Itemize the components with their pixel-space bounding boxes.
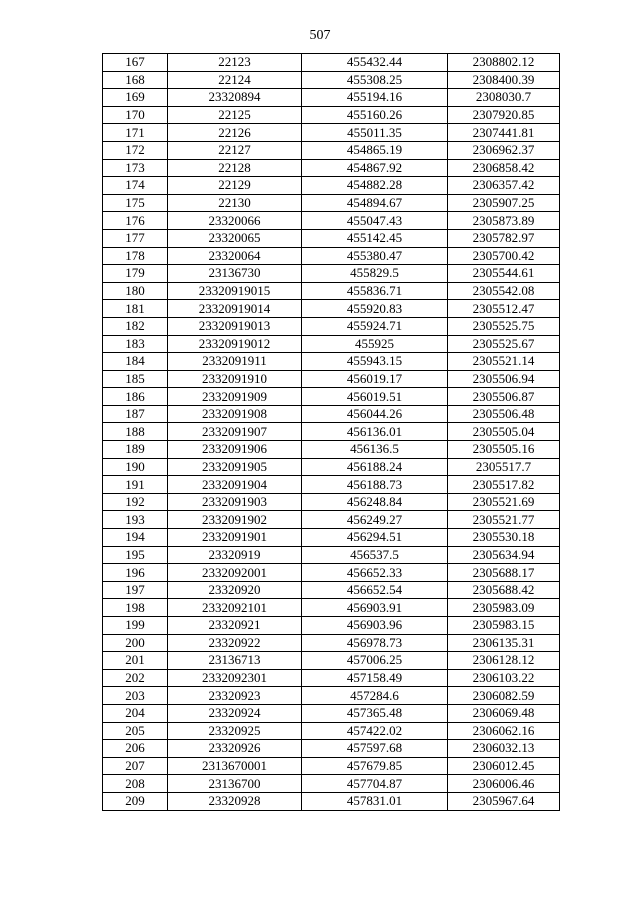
row-index-cell: 172: [103, 141, 168, 159]
x-coordinate-cell: 456019.17: [302, 370, 448, 388]
table-row: [103, 458, 560, 476]
y-coordinate-cell: 2306012.45: [448, 757, 560, 775]
point-id-cell: 23320919015: [168, 282, 302, 300]
x-coordinate-cell: 456652.54: [302, 581, 448, 599]
table-row: [103, 423, 560, 441]
y-coordinate-cell: 2305542.08: [448, 282, 560, 300]
y-coordinate-cell: 2306062.16: [448, 722, 560, 740]
row-index-cell: 177: [103, 229, 168, 247]
x-coordinate-cell: 457284.6: [302, 687, 448, 705]
x-coordinate-cell: 456044.26: [302, 405, 448, 423]
point-id-cell: 23320920: [168, 581, 302, 599]
point-id-cell: 2332091910: [168, 370, 302, 388]
point-id-cell: 2332092301: [168, 669, 302, 687]
x-coordinate-cell: 457365.48: [302, 704, 448, 722]
table-row: [103, 740, 560, 758]
table-row: [103, 704, 560, 722]
row-index-cell: 197: [103, 581, 168, 599]
point-id-cell: 23320894: [168, 89, 302, 107]
y-coordinate-cell: 2305688.42: [448, 581, 560, 599]
x-coordinate-cell: 455925: [302, 335, 448, 353]
row-index-cell: 187: [103, 405, 168, 423]
row-index-cell: 173: [103, 159, 168, 177]
y-coordinate-cell: 2306357.42: [448, 177, 560, 195]
table-row: [103, 353, 560, 371]
row-index-cell: 201: [103, 652, 168, 670]
y-coordinate-cell: 2306103.22: [448, 669, 560, 687]
table-row: [103, 317, 560, 335]
row-index-cell: 189: [103, 441, 168, 459]
table-row: [103, 564, 560, 582]
x-coordinate-cell: 456019.51: [302, 388, 448, 406]
x-coordinate-cell: 456136.5: [302, 441, 448, 459]
table-row: [103, 792, 560, 810]
x-coordinate-cell: 455432.44: [302, 54, 448, 72]
x-coordinate-cell: 454867.92: [302, 159, 448, 177]
table-row: [103, 405, 560, 423]
row-index-cell: 204: [103, 704, 168, 722]
y-coordinate-cell: 2305521.14: [448, 353, 560, 371]
table-row: [103, 581, 560, 599]
x-coordinate-cell: 454865.19: [302, 141, 448, 159]
x-coordinate-cell: 456188.24: [302, 458, 448, 476]
x-coordinate-cell: 455308.25: [302, 71, 448, 89]
x-coordinate-cell: 457422.02: [302, 722, 448, 740]
point-id-cell: 23320921: [168, 617, 302, 635]
point-id-cell: 22123: [168, 54, 302, 72]
x-coordinate-cell: 455194.16: [302, 89, 448, 107]
y-coordinate-cell: 2305517.82: [448, 476, 560, 494]
point-id-cell: 2332091903: [168, 493, 302, 511]
point-id-cell: 2313670001: [168, 757, 302, 775]
y-coordinate-cell: 2307920.85: [448, 106, 560, 124]
row-index-cell: 198: [103, 599, 168, 617]
point-id-cell: 23320926: [168, 740, 302, 758]
x-coordinate-cell: 457704.87: [302, 775, 448, 793]
point-id-cell: 2332091909: [168, 388, 302, 406]
x-coordinate-cell: 457831.01: [302, 792, 448, 810]
point-id-cell: 22127: [168, 141, 302, 159]
x-coordinate-cell: 455829.5: [302, 265, 448, 283]
row-index-cell: 202: [103, 669, 168, 687]
row-index-cell: 171: [103, 124, 168, 142]
row-index-cell: 205: [103, 722, 168, 740]
y-coordinate-cell: 2305967.64: [448, 792, 560, 810]
row-index-cell: 182: [103, 317, 168, 335]
point-id-cell: 2332091908: [168, 405, 302, 423]
x-coordinate-cell: 456978.73: [302, 634, 448, 652]
x-coordinate-cell: 457158.49: [302, 669, 448, 687]
row-index-cell: 180: [103, 282, 168, 300]
row-index-cell: 169: [103, 89, 168, 107]
point-id-cell: 23320922: [168, 634, 302, 652]
y-coordinate-cell: 2305873.89: [448, 212, 560, 230]
x-coordinate-cell: 456903.96: [302, 617, 448, 635]
y-coordinate-cell: 2305983.09: [448, 599, 560, 617]
x-coordinate-cell: 456249.27: [302, 511, 448, 529]
point-id-cell: 23320919013: [168, 317, 302, 335]
point-id-cell: 23136730: [168, 265, 302, 283]
table-row: [103, 722, 560, 740]
point-id-cell: 2332092101: [168, 599, 302, 617]
table-row: [103, 212, 560, 230]
y-coordinate-cell: 2305506.94: [448, 370, 560, 388]
point-id-cell: 22124: [168, 71, 302, 89]
row-index-cell: 194: [103, 529, 168, 547]
y-coordinate-cell: 2308802.12: [448, 54, 560, 72]
table-row: [103, 441, 560, 459]
x-coordinate-cell: 454882.28: [302, 177, 448, 195]
point-id-cell: 23320065: [168, 229, 302, 247]
table-row: [103, 247, 560, 265]
row-index-cell: 191: [103, 476, 168, 494]
y-coordinate-cell: 2305544.61: [448, 265, 560, 283]
table-row: [103, 775, 560, 793]
table-row: [103, 529, 560, 547]
table-row: [103, 159, 560, 177]
point-id-cell: 22129: [168, 177, 302, 195]
y-coordinate-cell: 2306006.46: [448, 775, 560, 793]
coordinates-table: [102, 53, 560, 811]
point-id-cell: 22128: [168, 159, 302, 177]
y-coordinate-cell: 2306962.37: [448, 141, 560, 159]
y-coordinate-cell: 2308030.7: [448, 89, 560, 107]
row-index-cell: 168: [103, 71, 168, 89]
row-index-cell: 200: [103, 634, 168, 652]
x-coordinate-cell: 456294.51: [302, 529, 448, 547]
table-row: [103, 124, 560, 142]
table-row: [103, 757, 560, 775]
row-index-cell: 167: [103, 54, 168, 72]
table-row: [103, 141, 560, 159]
y-coordinate-cell: 2305512.47: [448, 300, 560, 318]
y-coordinate-cell: 2306082.59: [448, 687, 560, 705]
table-row: [103, 229, 560, 247]
point-id-cell: 2332091907: [168, 423, 302, 441]
point-id-cell: 23320924: [168, 704, 302, 722]
row-index-cell: 206: [103, 740, 168, 758]
row-index-cell: 208: [103, 775, 168, 793]
point-id-cell: 2332092001: [168, 564, 302, 582]
table-row: [103, 669, 560, 687]
table-body: [103, 54, 560, 811]
page-number: 507: [309, 28, 331, 43]
x-coordinate-cell: 456248.84: [302, 493, 448, 511]
table-row: [103, 493, 560, 511]
table-row: [103, 194, 560, 212]
row-index-cell: 190: [103, 458, 168, 476]
y-coordinate-cell: 2305521.77: [448, 511, 560, 529]
row-index-cell: 184: [103, 353, 168, 371]
x-coordinate-cell: 456537.5: [302, 546, 448, 564]
row-index-cell: 203: [103, 687, 168, 705]
table-row: [103, 617, 560, 635]
y-coordinate-cell: 2306032.13: [448, 740, 560, 758]
table-row: [103, 476, 560, 494]
table-row: [103, 687, 560, 705]
y-coordinate-cell: 2308400.39: [448, 71, 560, 89]
x-coordinate-cell: 455380.47: [302, 247, 448, 265]
table-row: [103, 282, 560, 300]
row-index-cell: 181: [103, 300, 168, 318]
row-index-cell: 207: [103, 757, 168, 775]
point-id-cell: 2332091911: [168, 353, 302, 371]
row-index-cell: 175: [103, 194, 168, 212]
table-row: [103, 89, 560, 107]
y-coordinate-cell: 2305782.97: [448, 229, 560, 247]
y-coordinate-cell: 2305525.67: [448, 335, 560, 353]
x-coordinate-cell: 457597.68: [302, 740, 448, 758]
y-coordinate-cell: 2305506.48: [448, 405, 560, 423]
y-coordinate-cell: 2306135.31: [448, 634, 560, 652]
y-coordinate-cell: 2305517.7: [448, 458, 560, 476]
row-index-cell: 183: [103, 335, 168, 353]
row-index-cell: 188: [103, 423, 168, 441]
x-coordinate-cell: 456136.01: [302, 423, 448, 441]
row-index-cell: 170: [103, 106, 168, 124]
table-row: [103, 54, 560, 72]
x-coordinate-cell: 455920.83: [302, 300, 448, 318]
row-index-cell: 178: [103, 247, 168, 265]
x-coordinate-cell: 457006.25: [302, 652, 448, 670]
y-coordinate-cell: 2305521.69: [448, 493, 560, 511]
y-coordinate-cell: 2307441.81: [448, 124, 560, 142]
table-row: [103, 300, 560, 318]
table-row: [103, 177, 560, 195]
point-id-cell: 22126: [168, 124, 302, 142]
row-index-cell: 199: [103, 617, 168, 635]
table-row: [103, 106, 560, 124]
row-index-cell: 195: [103, 546, 168, 564]
point-id-cell: 22125: [168, 106, 302, 124]
x-coordinate-cell: 455836.71: [302, 282, 448, 300]
point-id-cell: 2332091906: [168, 441, 302, 459]
point-id-cell: 2332091904: [168, 476, 302, 494]
point-id-cell: 23136713: [168, 652, 302, 670]
row-index-cell: 209: [103, 792, 168, 810]
x-coordinate-cell: 455160.26: [302, 106, 448, 124]
x-coordinate-cell: 456903.91: [302, 599, 448, 617]
row-index-cell: 174: [103, 177, 168, 195]
x-coordinate-cell: 456652.33: [302, 564, 448, 582]
table-row: [103, 511, 560, 529]
y-coordinate-cell: 2306069.48: [448, 704, 560, 722]
x-coordinate-cell: 456188.73: [302, 476, 448, 494]
y-coordinate-cell: 2305530.18: [448, 529, 560, 547]
y-coordinate-cell: 2306128.12: [448, 652, 560, 670]
y-coordinate-cell: 2305688.17: [448, 564, 560, 582]
y-coordinate-cell: 2306858.42: [448, 159, 560, 177]
table-row: [103, 634, 560, 652]
x-coordinate-cell: 457679.85: [302, 757, 448, 775]
point-id-cell: 23136700: [168, 775, 302, 793]
point-id-cell: 23320066: [168, 212, 302, 230]
table-row: [103, 71, 560, 89]
row-index-cell: 196: [103, 564, 168, 582]
y-coordinate-cell: 2305983.15: [448, 617, 560, 635]
y-coordinate-cell: 2305634.94: [448, 546, 560, 564]
row-index-cell: 179: [103, 265, 168, 283]
x-coordinate-cell: 455943.15: [302, 353, 448, 371]
y-coordinate-cell: 2305525.75: [448, 317, 560, 335]
y-coordinate-cell: 2305907.25: [448, 194, 560, 212]
row-index-cell: 185: [103, 370, 168, 388]
table-row: [103, 335, 560, 353]
point-id-cell: 23320919: [168, 546, 302, 564]
point-id-cell: 23320925: [168, 722, 302, 740]
row-index-cell: 192: [103, 493, 168, 511]
table-row: [103, 388, 560, 406]
point-id-cell: 2332091905: [168, 458, 302, 476]
table-row: [103, 599, 560, 617]
table-row: [103, 265, 560, 283]
row-index-cell: 176: [103, 212, 168, 230]
row-index-cell: 193: [103, 511, 168, 529]
table-row: [103, 546, 560, 564]
point-id-cell: 23320928: [168, 792, 302, 810]
y-coordinate-cell: 2305700.42: [448, 247, 560, 265]
y-coordinate-cell: 2305506.87: [448, 388, 560, 406]
y-coordinate-cell: 2305505.04: [448, 423, 560, 441]
point-id-cell: 23320064: [168, 247, 302, 265]
point-id-cell: 23320919014: [168, 300, 302, 318]
x-coordinate-cell: 454894.67: [302, 194, 448, 212]
y-coordinate-cell: 2305505.16: [448, 441, 560, 459]
row-index-cell: 186: [103, 388, 168, 406]
table-row: [103, 370, 560, 388]
x-coordinate-cell: 455047.43: [302, 212, 448, 230]
point-id-cell: 22130: [168, 194, 302, 212]
point-id-cell: 2332091901: [168, 529, 302, 547]
point-id-cell: 23320919012: [168, 335, 302, 353]
x-coordinate-cell: 455011.35: [302, 124, 448, 142]
point-id-cell: 23320923: [168, 687, 302, 705]
x-coordinate-cell: 455924.71: [302, 317, 448, 335]
table-row: [103, 652, 560, 670]
point-id-cell: 2332091902: [168, 511, 302, 529]
x-coordinate-cell: 455142.45: [302, 229, 448, 247]
